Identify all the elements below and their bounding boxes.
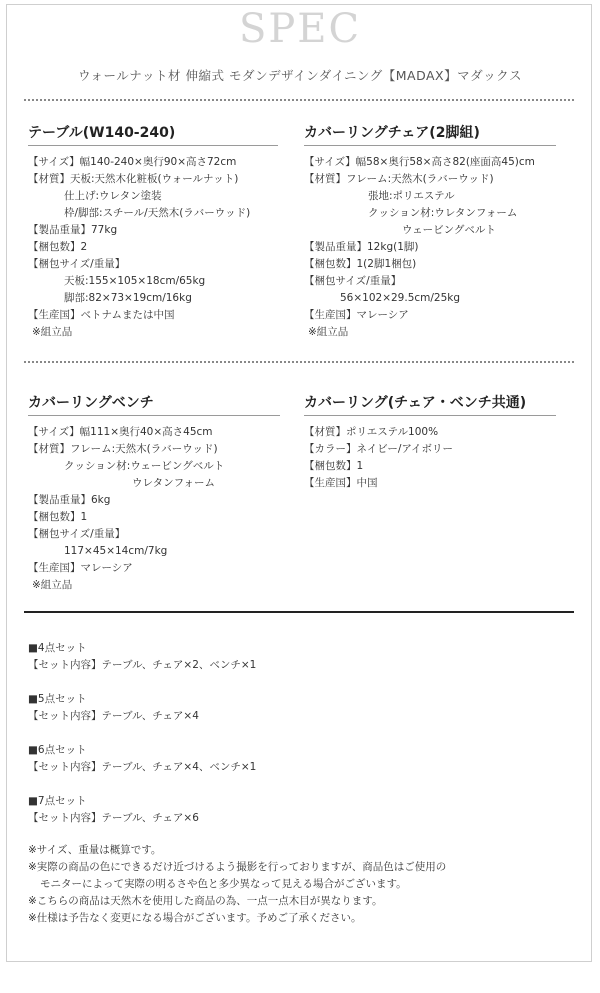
note-line: ※実際の商品の色にできるだけ近づけるよう撮影を行っておりますが、商品色はご使用の (28, 861, 447, 873)
set-name: ■5点セット (28, 693, 87, 705)
spec-line: ウレタンフォーム (132, 477, 216, 489)
spec-line: 【サイズ】幅111×奥行40×高さ45cm (28, 426, 213, 438)
spec-line: 枠/脚部:スチール/天然木(ラバーウッド) (64, 207, 251, 219)
spec-line: 56×102×29.5cm/25kg (340, 292, 461, 304)
spec-line: 張地:ポリエステル (368, 190, 455, 202)
spec-line: 脚部:82×73×19cm/16kg (64, 292, 192, 304)
set-name: ■4点セット (28, 642, 87, 654)
spec-line: 【サイズ】幅140-240×奥行90×高さ72cm (28, 156, 237, 168)
spec-table-title: テーブル(W140-240) (28, 124, 278, 146)
spec-covering-lines (304, 424, 556, 492)
spec-chair-title: カバーリングチェア(2脚組) (304, 124, 556, 146)
spec-covering (304, 394, 556, 492)
spec-chair (304, 124, 556, 341)
spec-line: 【梱包数】1(2脚1梱包) (304, 258, 417, 270)
set-content: 【セット内容】テーブル、チェア×4 (28, 710, 199, 722)
set-item (28, 640, 568, 674)
page-title: SPEC (238, 6, 362, 52)
spec-line: 【生産国】ベトナムまたは中国 (28, 309, 175, 321)
spec-line: 【生産国】中国 (304, 477, 378, 489)
note-line: モニターによって実際の明るさや色と多少異なって見える場合がございます。 (40, 878, 407, 890)
spec-chair-lines (304, 154, 556, 341)
spec-line: クッション材:ウレタンフォーム (368, 207, 518, 219)
divider-middle (24, 361, 574, 363)
spec-line: 【製品重量】12kg(1脚) (304, 241, 419, 253)
spec-line: 仕上げ:ウレタン塗装 (64, 190, 162, 202)
notes-list (28, 842, 578, 927)
spec-line: ※組立品 (308, 326, 349, 338)
spec-line: クッション材:ウェービングベルト (64, 460, 225, 472)
spec-line: 【材質】フレーム:天然木(ラバーウッド) (28, 443, 218, 455)
spec-bench (28, 394, 280, 594)
set-content: 【セット内容】テーブル、チェア×4、ベンチ×1 (28, 761, 257, 773)
set-content: 【セット内容】テーブル、チェア×2、ベンチ×1 (28, 659, 257, 671)
product-name: ウォールナット材 伸縮式 モダンデザインダイニング【MADAX】マダックス (78, 68, 522, 83)
spec-line: ウェービングベルト (402, 224, 496, 236)
spec-line: 117×45×14cm/7kg (64, 545, 168, 557)
divider-solid (24, 611, 574, 613)
spec-bench-lines (28, 424, 280, 594)
spec-table (28, 124, 278, 341)
spec-line: 【生産国】マレーシア (28, 562, 133, 574)
note-line: ※こちらの商品は天然木を使用した商品の為、一点一点木目が異なります。 (28, 895, 383, 907)
spec-line: 【梱包サイズ/重量】 (28, 528, 126, 540)
spec-line: 【梱包数】2 (28, 241, 88, 253)
spec-line: 【サイズ】幅58×奥行58×高さ82(座面高45)cm (304, 156, 535, 168)
spec-line: 【材質】ポリエステル100% (304, 426, 439, 438)
set-content: 【セット内容】テーブル、チェア×6 (28, 812, 199, 824)
spec-line: 【カラー】ネイビー/アイボリー (304, 443, 453, 455)
set-item (28, 691, 568, 725)
spec-line: 【梱包サイズ/重量】 (28, 258, 126, 270)
spec-line: ※組立品 (32, 579, 73, 591)
set-item (28, 793, 568, 827)
spec-bench-title: カバーリングベンチ (28, 394, 280, 416)
spec-line: 天板:155×105×18cm/65kg (64, 275, 206, 287)
set-list (28, 640, 568, 844)
set-name: ■6点セット (28, 744, 87, 756)
spec-line: 【梱包サイズ/重量】 (304, 275, 402, 287)
spec-line: 【製品重量】6kg (28, 494, 111, 506)
divider-top (24, 99, 574, 101)
spec-line: 【材質】フレーム:天然木(ラバーウッド) (304, 173, 494, 185)
spec-line: 【製品重量】77kg (28, 224, 118, 236)
spec-line: ※組立品 (32, 326, 73, 338)
spec-line: 【梱包数】1 (304, 460, 364, 472)
spec-line: 【生産国】マレーシア (304, 309, 409, 321)
set-item (28, 742, 568, 776)
note-line: ※仕様は予告なく変更になる場合がございます。予めご了承ください。 (28, 912, 362, 924)
spec-table-lines (28, 154, 278, 341)
spec-line: 【梱包数】1 (28, 511, 88, 523)
set-name: ■7点セット (28, 795, 87, 807)
spec-line: 【材質】天板:天然木化粧板(ウォールナット) (28, 173, 239, 185)
spec-covering-title: カバーリング(チェア・ベンチ共通) (304, 394, 556, 416)
note-line: ※サイズ、重量は概算です。 (28, 844, 162, 856)
